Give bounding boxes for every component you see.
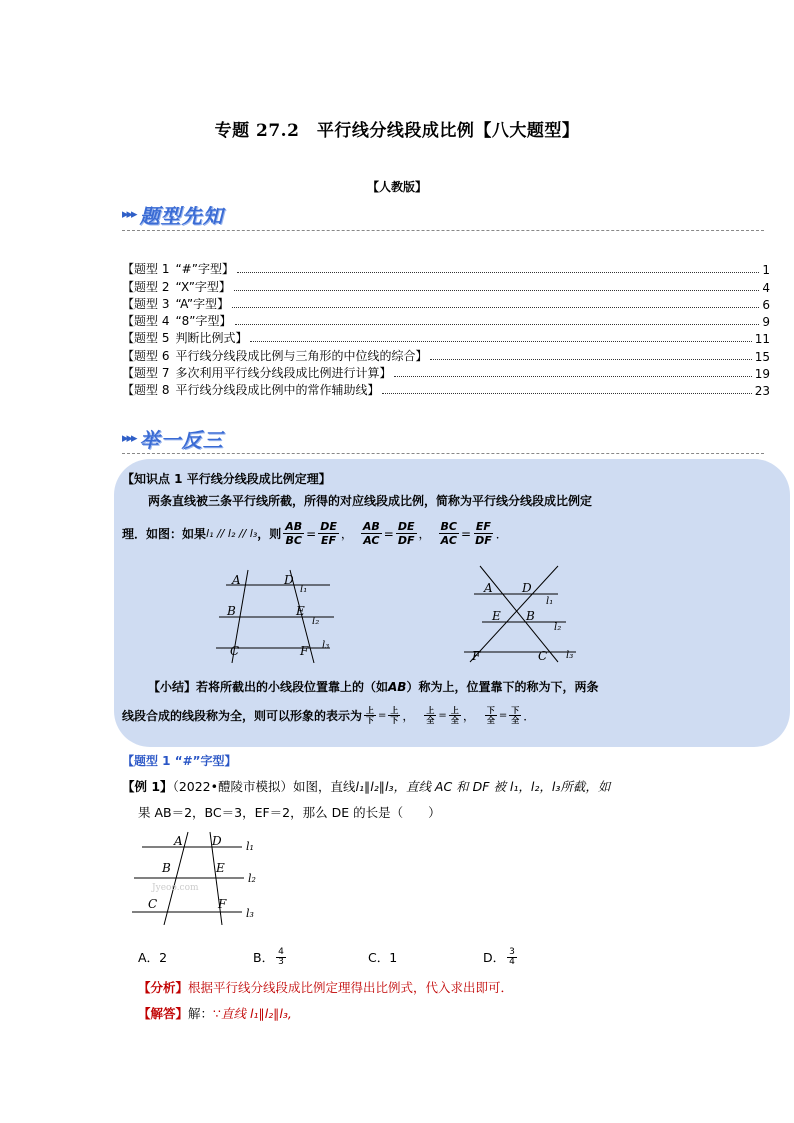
- numerator: 下: [486, 706, 495, 715]
- choice-option[interactable]: [138, 948, 253, 966]
- toc-leader: [235, 324, 760, 325]
- toc-leader: [234, 290, 759, 291]
- equals-sign: =: [461, 526, 472, 541]
- theorem-line-2: [122, 520, 514, 547]
- toc-row[interactable]: [122, 346, 770, 363]
- denominator: 全: [511, 716, 520, 725]
- toc-number: 【题型 8: [122, 383, 170, 398]
- example-condition: l₁∥l₂∥l₃，直线 AC 和 DF 被 l₁，l₂，l₃所截，如: [355, 779, 611, 794]
- toc-number: 【题型 1: [122, 262, 170, 277]
- analysis-label: 【分析】: [138, 980, 189, 995]
- figure-x-shape: [462, 564, 592, 664]
- numerator: AB: [362, 520, 380, 533]
- toc-page: 11: [754, 332, 770, 347]
- separator: ．: [523, 709, 536, 723]
- summary-line-2: [122, 706, 543, 725]
- summary-ab: AB: [388, 680, 407, 694]
- toc-page: 6: [762, 297, 770, 312]
- table-of-contents: [122, 260, 770, 398]
- numerator: 3: [509, 946, 515, 957]
- choices-row: [138, 944, 598, 970]
- label-a: A: [232, 573, 241, 587]
- choice-option[interactable]: [368, 948, 483, 966]
- numerator: AB: [285, 520, 303, 533]
- choice-option[interactable]: [483, 948, 598, 967]
- summary-mid: ）称为上，位置靠下的称为下，两条: [406, 680, 599, 694]
- separator: ，: [402, 709, 415, 723]
- separator: ，: [418, 527, 431, 541]
- example-1-line-1: [122, 777, 610, 795]
- watermark: Jyeoo.com: [152, 883, 199, 893]
- section-banner-preview: [122, 200, 224, 228]
- toc-title: 多次利用平行线分线段成比例进行计算】: [175, 366, 392, 381]
- label-c: C: [538, 649, 548, 663]
- label-l1: l₁: [546, 596, 554, 607]
- fraction: [424, 706, 436, 725]
- denominator: 3: [278, 956, 284, 967]
- denominator: 全: [426, 716, 435, 725]
- toc-page: 23: [754, 384, 770, 399]
- numerator: DE: [320, 520, 337, 533]
- ratio-equation: [281, 520, 353, 547]
- numerator: EF: [475, 520, 491, 533]
- choice-value: 1: [389, 949, 398, 965]
- fraction: [473, 520, 494, 547]
- label-a: A: [174, 834, 183, 848]
- choice-letter: C．: [368, 950, 390, 965]
- answer-line: [138, 1004, 292, 1022]
- fraction: [439, 520, 459, 547]
- denominator: 下: [390, 716, 399, 725]
- label-l3: l₃: [322, 640, 330, 651]
- toc-number: 【题型 3: [122, 296, 170, 311]
- type1-heading: 【题型 1 “#”字型】: [122, 754, 237, 768]
- fraction: [449, 706, 461, 725]
- shape-fraction-list: [362, 706, 543, 725]
- parallel-condition: l₁ // l₂ // l₃: [206, 527, 258, 540]
- numerator: 下: [511, 706, 520, 715]
- label-e: E: [492, 609, 501, 623]
- numerator: 上: [390, 706, 399, 715]
- summary-line-1: [148, 678, 598, 695]
- choice-fraction: [507, 948, 517, 967]
- theorem-line-2-prefix: 理．如图：如果: [122, 527, 207, 541]
- choice-letter: A．: [138, 950, 160, 965]
- numerator: DE: [397, 520, 415, 533]
- shape-ratio: [483, 706, 535, 725]
- toc-row[interactable]: [122, 312, 770, 329]
- toc-page: 9: [762, 315, 770, 330]
- equals-sign: =: [306, 526, 317, 541]
- separator: ，: [462, 709, 475, 723]
- shape-ratio: [422, 706, 474, 725]
- label-f: F: [300, 644, 309, 658]
- theorem-line-1: 两条直线被三条平行线所截，所得的对应线段成比例，简称为平行线分线段成比例定: [148, 494, 593, 508]
- example-source: （2022•醴陵市模拟）如图，直线: [172, 779, 356, 794]
- toc-row[interactable]: [122, 364, 770, 381]
- denominator: AC: [363, 534, 380, 547]
- ratio-equation: [437, 520, 508, 547]
- analysis-line: [138, 978, 513, 996]
- toc-title: “X”字型】: [175, 279, 231, 294]
- denominator: BC: [285, 534, 302, 547]
- ratio-equation: [359, 520, 431, 547]
- fraction: [318, 520, 339, 547]
- answer-label: 【解答】: [138, 1006, 189, 1021]
- label-f: F: [472, 649, 481, 663]
- example-figure: [130, 830, 265, 925]
- toc-leader: [430, 359, 751, 360]
- then-text: ，则: [257, 527, 282, 541]
- equals-sign: =: [438, 710, 447, 721]
- toc-number: 【题型 7: [122, 366, 170, 381]
- knowledge-heading: 【知识点 1 平行线分线段成比例定理】: [122, 472, 331, 486]
- toc-page: 19: [754, 367, 770, 382]
- label-b: B: [227, 604, 236, 618]
- toc-row[interactable]: [122, 295, 770, 312]
- label-l2: l₂: [312, 616, 320, 627]
- example-label: 【例 1】: [122, 779, 173, 794]
- label-l1: l₁: [300, 584, 308, 595]
- fraction: [485, 706, 497, 725]
- toc-leader: [250, 341, 751, 342]
- numerator: BC: [440, 520, 457, 533]
- toc-number: 【题型 6: [122, 348, 170, 363]
- toc-page: 4: [762, 280, 770, 295]
- section-banner-examples: [122, 424, 224, 452]
- toc-title: “8”字型】: [175, 314, 232, 329]
- label-l2: l₂: [248, 872, 256, 885]
- shape-ratio: [362, 706, 414, 725]
- analysis-text: 根据平行线分线段成比例定理得出比例式，代入求出即可．: [188, 980, 514, 995]
- divider: [122, 453, 764, 454]
- label-d: D: [284, 573, 294, 587]
- choice-fraction: [276, 948, 286, 967]
- fraction: [396, 520, 417, 547]
- numerator: 上: [426, 706, 435, 715]
- toc-row[interactable]: [122, 277, 770, 294]
- banner-label: 题型先知: [139, 203, 224, 228]
- toc-title: 平行线分线段成比例中的常作辅助线】: [175, 383, 380, 398]
- edition-label: 【人教版】: [366, 180, 427, 194]
- denominator: AC: [440, 534, 457, 547]
- denominator: 下: [366, 716, 375, 725]
- triple-arrow-icon: ▸▸▸: [122, 430, 136, 446]
- toc-page: 1: [762, 263, 770, 278]
- separator: ．: [495, 527, 508, 541]
- choice-value: 2: [159, 949, 168, 965]
- label-c: C: [230, 644, 240, 658]
- label-f: F: [218, 897, 227, 911]
- page-title: 专题 27.2 平行线分线段成比例【八大题型】: [214, 121, 580, 141]
- label-e: E: [216, 861, 225, 875]
- toc-number: 【题型 2: [122, 279, 170, 294]
- toc-title: “#”字型】: [175, 262, 234, 277]
- answer-text: 解：: [188, 1006, 214, 1021]
- triple-arrow-icon: ▸▸▸: [122, 206, 136, 222]
- numerator: 上: [450, 706, 459, 715]
- label-l2: l₂: [554, 622, 562, 633]
- denominator: 全: [486, 716, 495, 725]
- example-1-line-2: 果 AB＝2，BC＝3，EF＝2，那么 DE 的长是（ ）: [138, 805, 441, 820]
- ratio-list: [281, 520, 513, 547]
- label-a: A: [484, 581, 493, 595]
- toc-row[interactable]: [122, 329, 770, 346]
- choice-option[interactable]: [253, 948, 368, 967]
- fraction: [509, 706, 521, 725]
- label-l3: l₃: [246, 907, 254, 920]
- choice-letter: B．: [253, 950, 275, 965]
- numerator: 上: [366, 706, 375, 715]
- label-e: E: [296, 604, 305, 618]
- toc-title: 判断比例式】: [175, 331, 248, 346]
- separator: ，: [340, 527, 353, 541]
- label-l1: l₁: [246, 840, 254, 853]
- denominator: 全: [450, 716, 459, 725]
- banner-label: 举一反三: [139, 427, 224, 452]
- fraction: [361, 520, 382, 547]
- label-l3: l₃: [566, 650, 574, 661]
- toc-leader: [237, 272, 759, 273]
- denominator: DF: [475, 534, 492, 547]
- denominator: EF: [321, 534, 337, 547]
- label-d: D: [522, 581, 532, 595]
- label-d: D: [212, 834, 222, 848]
- label-c: C: [148, 897, 158, 911]
- toc-row[interactable]: [122, 260, 770, 277]
- label-b: B: [526, 609, 535, 623]
- fraction: [283, 520, 304, 547]
- toc-number: 【题型 4: [122, 314, 170, 329]
- toc-row[interactable]: [122, 381, 770, 398]
- denominator: DF: [397, 534, 415, 547]
- summary-line-2-text: 线段合成的线段称为全，则可以形象的表示为: [122, 709, 363, 723]
- toc-number: 【题型 5: [122, 331, 170, 346]
- toc-page: 15: [754, 349, 770, 364]
- divider: [122, 230, 764, 231]
- equals-sign: =: [378, 710, 387, 721]
- answer-red: ∵直线 l₁∥l₂∥l₃,: [213, 1006, 292, 1021]
- toc-leader: [382, 393, 751, 394]
- denominator: 4: [509, 956, 515, 967]
- label-b: B: [162, 861, 171, 875]
- toc-leader: [394, 376, 751, 377]
- toc-leader: [232, 307, 759, 308]
- choice-letter: D．: [483, 950, 506, 965]
- equals-sign: =: [498, 710, 508, 721]
- equals-sign: =: [383, 526, 394, 541]
- toc-title: 平行线分线段成比例与三角形的中位线的综合】: [175, 348, 428, 363]
- numerator: 4: [278, 946, 284, 957]
- fraction: [388, 706, 400, 725]
- summary-prefix: 【小结】若将所截出的小线段位置靠上的（如: [148, 680, 389, 694]
- fraction: [364, 706, 376, 725]
- figure-hash-shape: [214, 568, 364, 663]
- toc-title: “A”字型】: [175, 296, 230, 311]
